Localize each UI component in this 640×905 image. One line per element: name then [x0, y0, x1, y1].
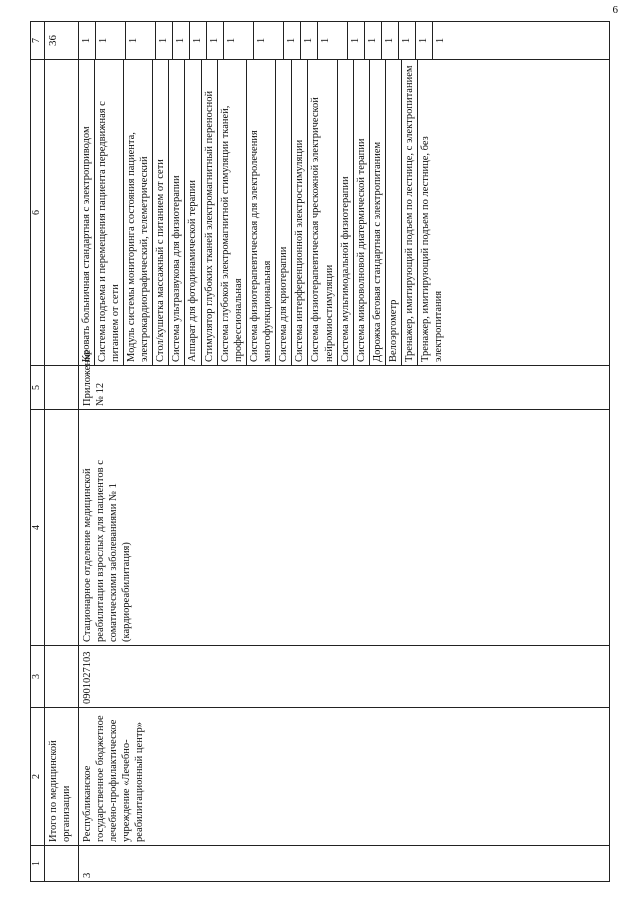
equipment-item: Система микроволновой диатермической терапии: [354, 60, 370, 365]
equipment-item: Аппарат для фотодинамической терапии: [185, 60, 201, 365]
equipment-quantity: 1: [173, 22, 190, 59]
total-value: 36: [44, 22, 78, 60]
page-number: 6: [612, 4, 618, 16]
equipment-item: Модуль системы мониторинга состояния пациента, электрокардиографический, телеметрический: [124, 60, 153, 365]
equipment-item: Система физиотерапевтическая чрескожной электрической нейромиостимуляции: [308, 60, 337, 365]
col-header-6: 6: [31, 60, 45, 366]
col-header-2: 2: [31, 708, 45, 846]
equipment-list: [79, 63, 447, 362]
equipment-quantity: 1: [399, 22, 416, 59]
equipment-quantity: 1: [348, 22, 365, 59]
equipment-quantity: 1: [284, 22, 301, 59]
equipment-quantity: 1: [156, 22, 173, 59]
equipment-quantity: 1: [79, 22, 96, 59]
equipment-item: Дорожка беговая стандартная с электропитанием: [370, 60, 386, 365]
col-header-4: 4: [31, 410, 45, 646]
equipment-item: Система ультразвукова для физиотерапии: [169, 60, 185, 365]
organization-code: 0901027103: [78, 646, 610, 708]
equipment-table: [30, 21, 610, 882]
department-name: Стационарное отделение медицинской реабилитации взрослых для пациентов с соматическими заболеваниями № 1 (кардиореабилитация): [78, 410, 610, 646]
equipment-quantity: 1: [416, 22, 433, 59]
equipment-quantity: 1: [224, 22, 254, 59]
equipment-item: Система мультимодальной физиотерапии: [338, 60, 354, 365]
quantity-list: [79, 25, 461, 56]
equipment-item: Велоэргометр: [386, 60, 402, 365]
rotated-page: [30, 22, 610, 882]
equipment-quantity: 1: [382, 22, 399, 59]
equipment-item: Кровать больничная стандартная с электроприводом: [79, 60, 95, 365]
equipment-item: Система подъема и перемещения пациента передвижная с питанием от сети: [95, 60, 124, 365]
equipment-item: Система для криотерапии: [276, 60, 292, 365]
total-label: Итого по медицинской организации: [44, 708, 78, 846]
equipment-quantity: 1: [434, 37, 446, 44]
organization-name: Республиканское государственное бюджетное лечебно-профилактическое учреждение «Лечебно-реабилитационный центр»: [78, 708, 610, 846]
equipment-item: Система глубокой электромагнитной стимуляции тканей, профессиональная: [218, 60, 247, 365]
equipment-item: Система интерференционной электростимуляции: [292, 60, 308, 365]
equipment-item: Тренажер, имитирующий подъем по лестнице, без электропитания: [420, 136, 445, 362]
equipment-quantity: 1: [318, 22, 348, 59]
organization-row: [78, 22, 610, 882]
row-number: 3: [78, 846, 610, 882]
equipment-item: Тренажер, имитирующий подъем по лестнице, с электропитанием: [402, 60, 418, 365]
col-header-5: 5: [31, 366, 45, 410]
equipment-quantity: 1: [254, 22, 284, 59]
equipment-quantity: 1: [207, 22, 224, 59]
equipment-quantity: 1: [126, 22, 156, 59]
equipment-quantity: 1: [301, 22, 318, 59]
equipment-item: Система физиотерапевтическая для электролечения многофункциональная: [247, 60, 276, 365]
equipment-item: Стимулятор глубоких тканей электромагнитный переносной: [202, 60, 218, 365]
equipment-quantity: 1: [365, 22, 382, 59]
total-row: [44, 22, 78, 882]
appendix-ref: Приложение № 12: [78, 366, 610, 410]
equipment-quantity: 1: [190, 22, 207, 59]
equipment-item: Стол/кушетка массажный с питанием от сети: [153, 60, 169, 365]
equipment-quantity: 1: [96, 22, 126, 59]
column-number-row: [31, 22, 45, 882]
col-header-3: 3: [31, 646, 45, 708]
col-header-7: 7: [31, 22, 45, 60]
col-header-1: 1: [31, 846, 45, 882]
